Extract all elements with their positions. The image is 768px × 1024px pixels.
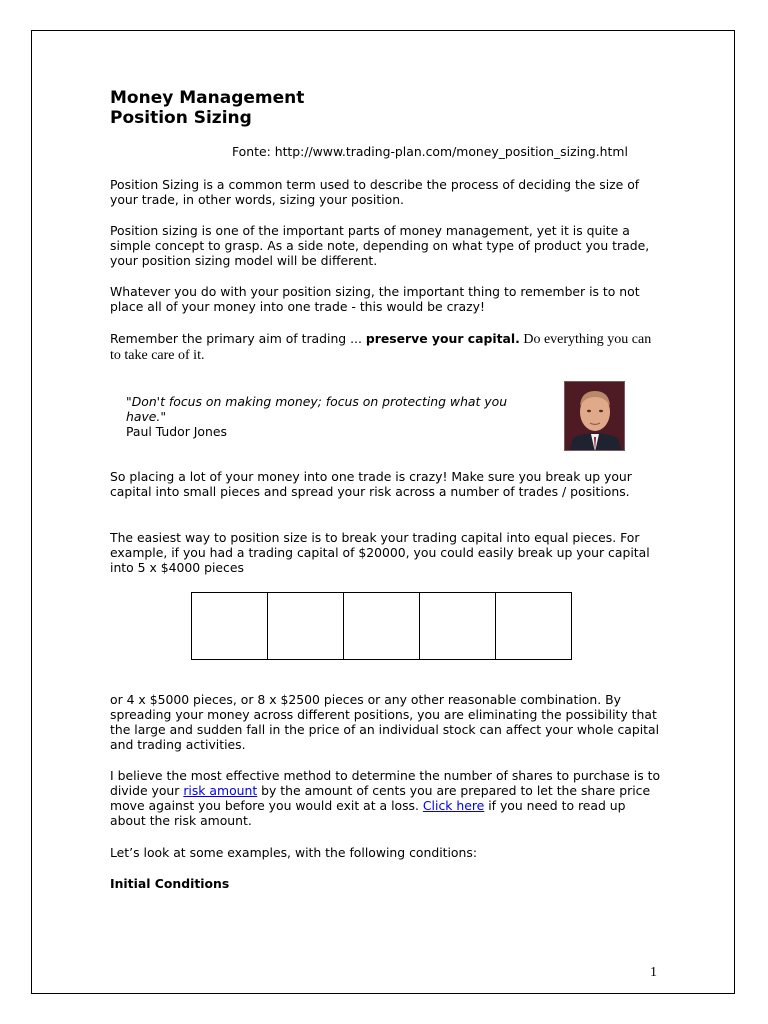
paragraph-8-mid: by the amount of cents you are prepared to let the share price move against you before you would exit at a loss.	[110, 783, 651, 813]
source-line: Fonte: http://www.trading-plan.com/money_position_sizing.html	[232, 144, 628, 159]
paragraph-5: So placing a lot of your money into one trade is crazy! Make sure you break up your capital into small pieces and spread your risk across a number of trades / positions.	[110, 469, 632, 499]
paragraph-4-end: Do everything you can to take care of it.	[110, 332, 652, 363]
paragraph-1: Position Sizing is a common term used to describe the process of deciding the size of your trade, in other words, sizing your position.	[110, 177, 640, 207]
capital-piece	[344, 593, 420, 659]
document-page	[31, 30, 735, 994]
section-heading: Initial Conditions	[110, 876, 230, 891]
page-number: 1	[650, 965, 657, 980]
capital-piece	[192, 593, 268, 659]
portrait-image	[565, 382, 625, 451]
paragraph-8-end: if you need to read up about the risk amount.	[110, 798, 626, 828]
document-subtitle: Position Sizing	[110, 108, 252, 128]
capital-pieces-diagram	[191, 592, 572, 660]
paragraph-4-start: Remember the primary aim of trading ...	[110, 331, 366, 346]
paragraph-3: Whatever you do with your position sizing, the important thing to remember is to not place all of your money into one trade - this would be crazy!	[110, 284, 640, 314]
quote-block	[126, 394, 546, 439]
quote-author: Paul Tudor Jones	[126, 424, 227, 439]
paragraph-8	[110, 768, 662, 828]
paragraph-4	[110, 331, 662, 363]
capital-piece	[268, 593, 344, 659]
capital-piece	[420, 593, 496, 659]
quote-text: "Don't focus on making money; focus on protecting what you have."	[126, 394, 508, 424]
document-title: Money Management	[110, 88, 305, 108]
paragraph-9: Let’s look at some examples, with the following conditions:	[110, 845, 477, 860]
paragraph-4-bold: preserve your capital.	[365, 331, 520, 346]
paragraph-8-start: I believe the most effective method to determine the number of shares to purchase is to divide your	[110, 768, 661, 798]
risk-amount-link[interactable]: risk amount	[183, 783, 258, 798]
paragraph-7: or 4 x $5000 pieces, or 8 x $2500 pieces or any other reasonable combination. By spreading your money across different positions, you are eliminating the possibility that the large and sudden fall in the price of an individual stock can affect your whole capital and trading activities.	[110, 692, 660, 752]
capital-piece	[496, 593, 571, 659]
paragraph-6: The easiest way to position size is to break your trading capital into equal pieces. For example, if you had a trading capital of $20000, you could easily break up your capital into 5 x $4000 pieces	[110, 530, 650, 575]
portrait-photo	[564, 381, 625, 451]
click-here-link[interactable]: Click here	[422, 798, 485, 813]
paragraph-2: Position sizing is one of the important parts of money management, yet it is quite a simple concept to grasp. As a side note, depending on what type of product you trade, your position sizing model will be different.	[110, 223, 650, 268]
